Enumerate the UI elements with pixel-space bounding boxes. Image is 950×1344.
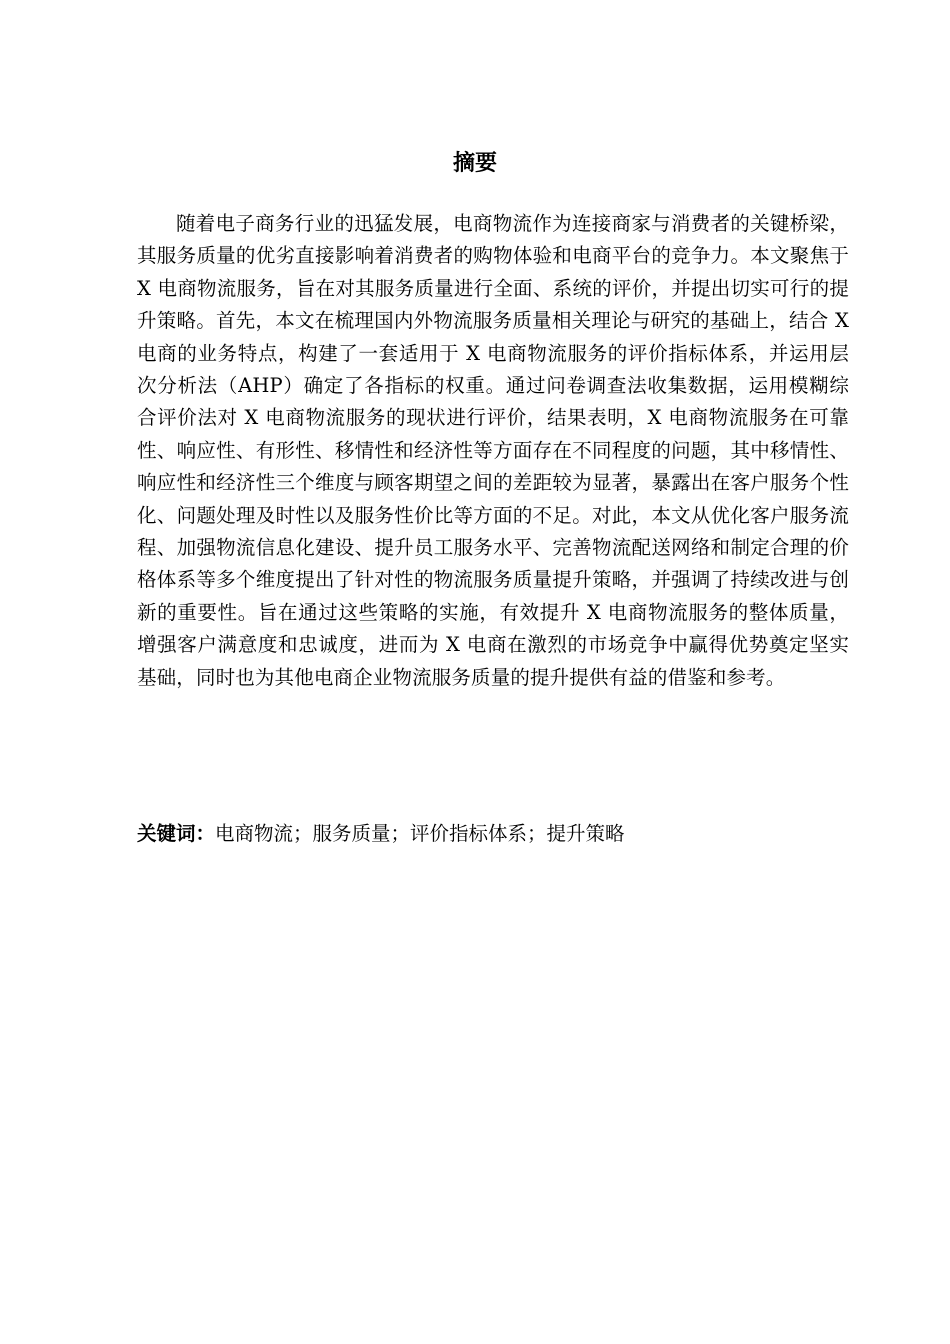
keywords-line (137, 818, 849, 850)
keywords-label: 关键词： (137, 822, 216, 845)
keywords-list: 电商物流；服务质量；评价指标体系；提升策略 (215, 822, 625, 845)
abstract-paragraph: 随着电子商务行业的迅猛发展，电商物流作为连接商家与消费者的关键桥梁，其服务质量的优劣直接影响着消费者的购物体验和电商平台的竞争力。本文聚焦于 X 电商物流服务，旨在对其服务质量进行全面、系统的评价，并提出切实可行的提升策略。首先，本文在梳理国内外物流服务质量相关理论与研究的基础上，结合 X 电商的业务特点，构建了一套适用于 X 电商物流服务的评价指标体系，并运用层次分析法（AHP）确定了各指标的权重。通过问卷调查法收集数据，运用模糊综合评价法对 X 电商物流服务的现状进行评价，结果表明，X 电商物流服务在可靠性、响应性、有形性、移情性和经济性等方面存在不同程度的问题，其中移情性、响应性和经济性三个维度与顾客期望之间的差距较为显著，暴露出在客户服务个性化、问题处理及时性以及服务性价比等方面的不足。对此，本文从优化客户服务流程、加强物流信息化建设、提升员工服务水平、完善物流配送网络和制定合理的价格体系等多个维度提出了针对性的物流服务质量提升策略，并强调了持续改进与创新的重要性。旨在通过这些策略的实施，有效提升 X 电商物流服务的整体质量，增强客户满意度和忠诚度，进而为 X 电商在激烈的市场竞争中赢得优势奠定坚实基础，同时也为其他电商企业物流服务质量的提升提供有益的借鉴和参考。 (137, 212, 849, 689)
abstract-title: 摘要 (452, 151, 497, 176)
